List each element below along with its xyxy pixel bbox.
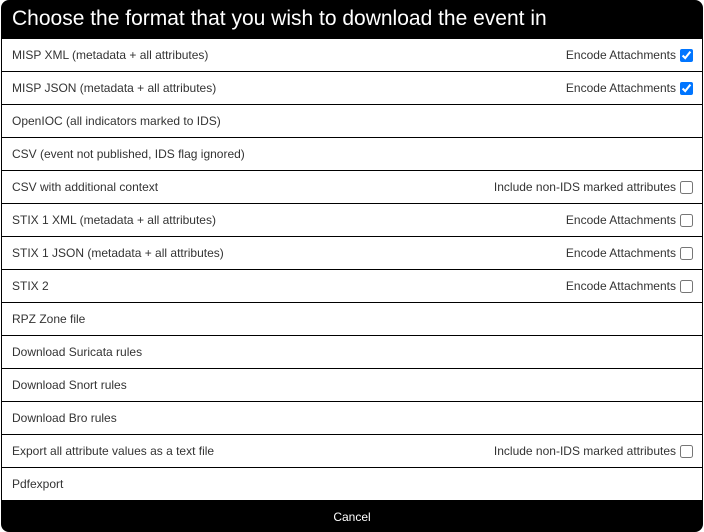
format-label: OpenIOC (all indicators marked to IDS): [12, 114, 221, 128]
encode-attachments-option[interactable]: [566, 279, 693, 293]
encode-attachments-option[interactable]: [566, 213, 693, 227]
format-list: [2, 39, 702, 501]
format-label: Download Bro rules: [12, 411, 117, 425]
format-row-rpz[interactable]: [2, 303, 702, 336]
encode-attachments-option[interactable]: [566, 81, 693, 95]
include-non-ids-checkbox[interactable]: [680, 181, 693, 194]
format-label: Download Suricata rules: [12, 345, 143, 359]
option-label: Encode Attachments: [565, 48, 676, 62]
format-label: STIX 1 XML (metadata + all attributes): [12, 213, 216, 227]
option-label: Encode Attachments: [565, 81, 676, 95]
include-non-ids-option[interactable]: [494, 180, 693, 194]
include-non-ids-checkbox[interactable]: [680, 445, 693, 458]
format-label: STIX 1 JSON (metadata + all attributes): [12, 246, 224, 260]
option-label: Encode Attachments: [565, 213, 676, 227]
format-row-bro[interactable]: [2, 402, 702, 435]
format-row-stix1-json[interactable]: [2, 237, 702, 270]
format-row-misp-json[interactable]: [2, 72, 702, 105]
format-row-stix2[interactable]: [2, 270, 702, 303]
cancel-button[interactable]: Cancel: [327, 508, 376, 526]
format-row-misp-xml[interactable]: [2, 39, 702, 72]
encode-attachments-checkbox[interactable]: [680, 49, 693, 62]
encode-attachments-checkbox[interactable]: [680, 247, 693, 260]
dialog-footer: [1, 501, 703, 532]
format-row-openioc[interactable]: [2, 105, 702, 138]
encode-attachments-option[interactable]: [566, 48, 693, 62]
option-label: Include non-IDS marked attributes: [493, 444, 676, 458]
format-label: Download Snort rules: [12, 378, 127, 392]
encode-attachments-checkbox[interactable]: [680, 82, 693, 95]
encode-attachments-checkbox[interactable]: [680, 214, 693, 227]
option-label: Encode Attachments: [565, 246, 676, 260]
format-label: MISP XML (metadata + all attributes): [12, 48, 209, 62]
format-label: CSV (event not published, IDS flag ignored): [12, 147, 245, 161]
dialog-title: Choose the format that you wish to download the event in: [12, 7, 547, 30]
option-label: Encode Attachments: [565, 279, 676, 293]
format-row-text-export[interactable]: [2, 435, 702, 468]
format-row-suricata[interactable]: [2, 336, 702, 369]
format-row-csv[interactable]: [2, 138, 702, 171]
format-row-pdfexport[interactable]: [2, 468, 702, 501]
format-row-stix1-xml[interactable]: [2, 204, 702, 237]
format-label: CSV with additional context: [12, 180, 159, 194]
format-label: Pdfexport: [12, 477, 64, 491]
format-label: STIX 2: [12, 279, 49, 293]
format-label: Export all attribute values as a text file: [12, 444, 215, 458]
option-label: Include non-IDS marked attributes: [493, 180, 676, 194]
format-row-csv-context[interactable]: [2, 171, 702, 204]
encode-attachments-checkbox[interactable]: [680, 280, 693, 293]
format-row-snort[interactable]: [2, 369, 702, 402]
format-label: RPZ Zone file: [12, 312, 86, 326]
format-label: MISP JSON (metadata + all attributes): [12, 81, 217, 95]
include-non-ids-option[interactable]: [494, 444, 693, 458]
download-format-dialog: [1, 0, 703, 532]
encode-attachments-option[interactable]: [566, 246, 693, 260]
